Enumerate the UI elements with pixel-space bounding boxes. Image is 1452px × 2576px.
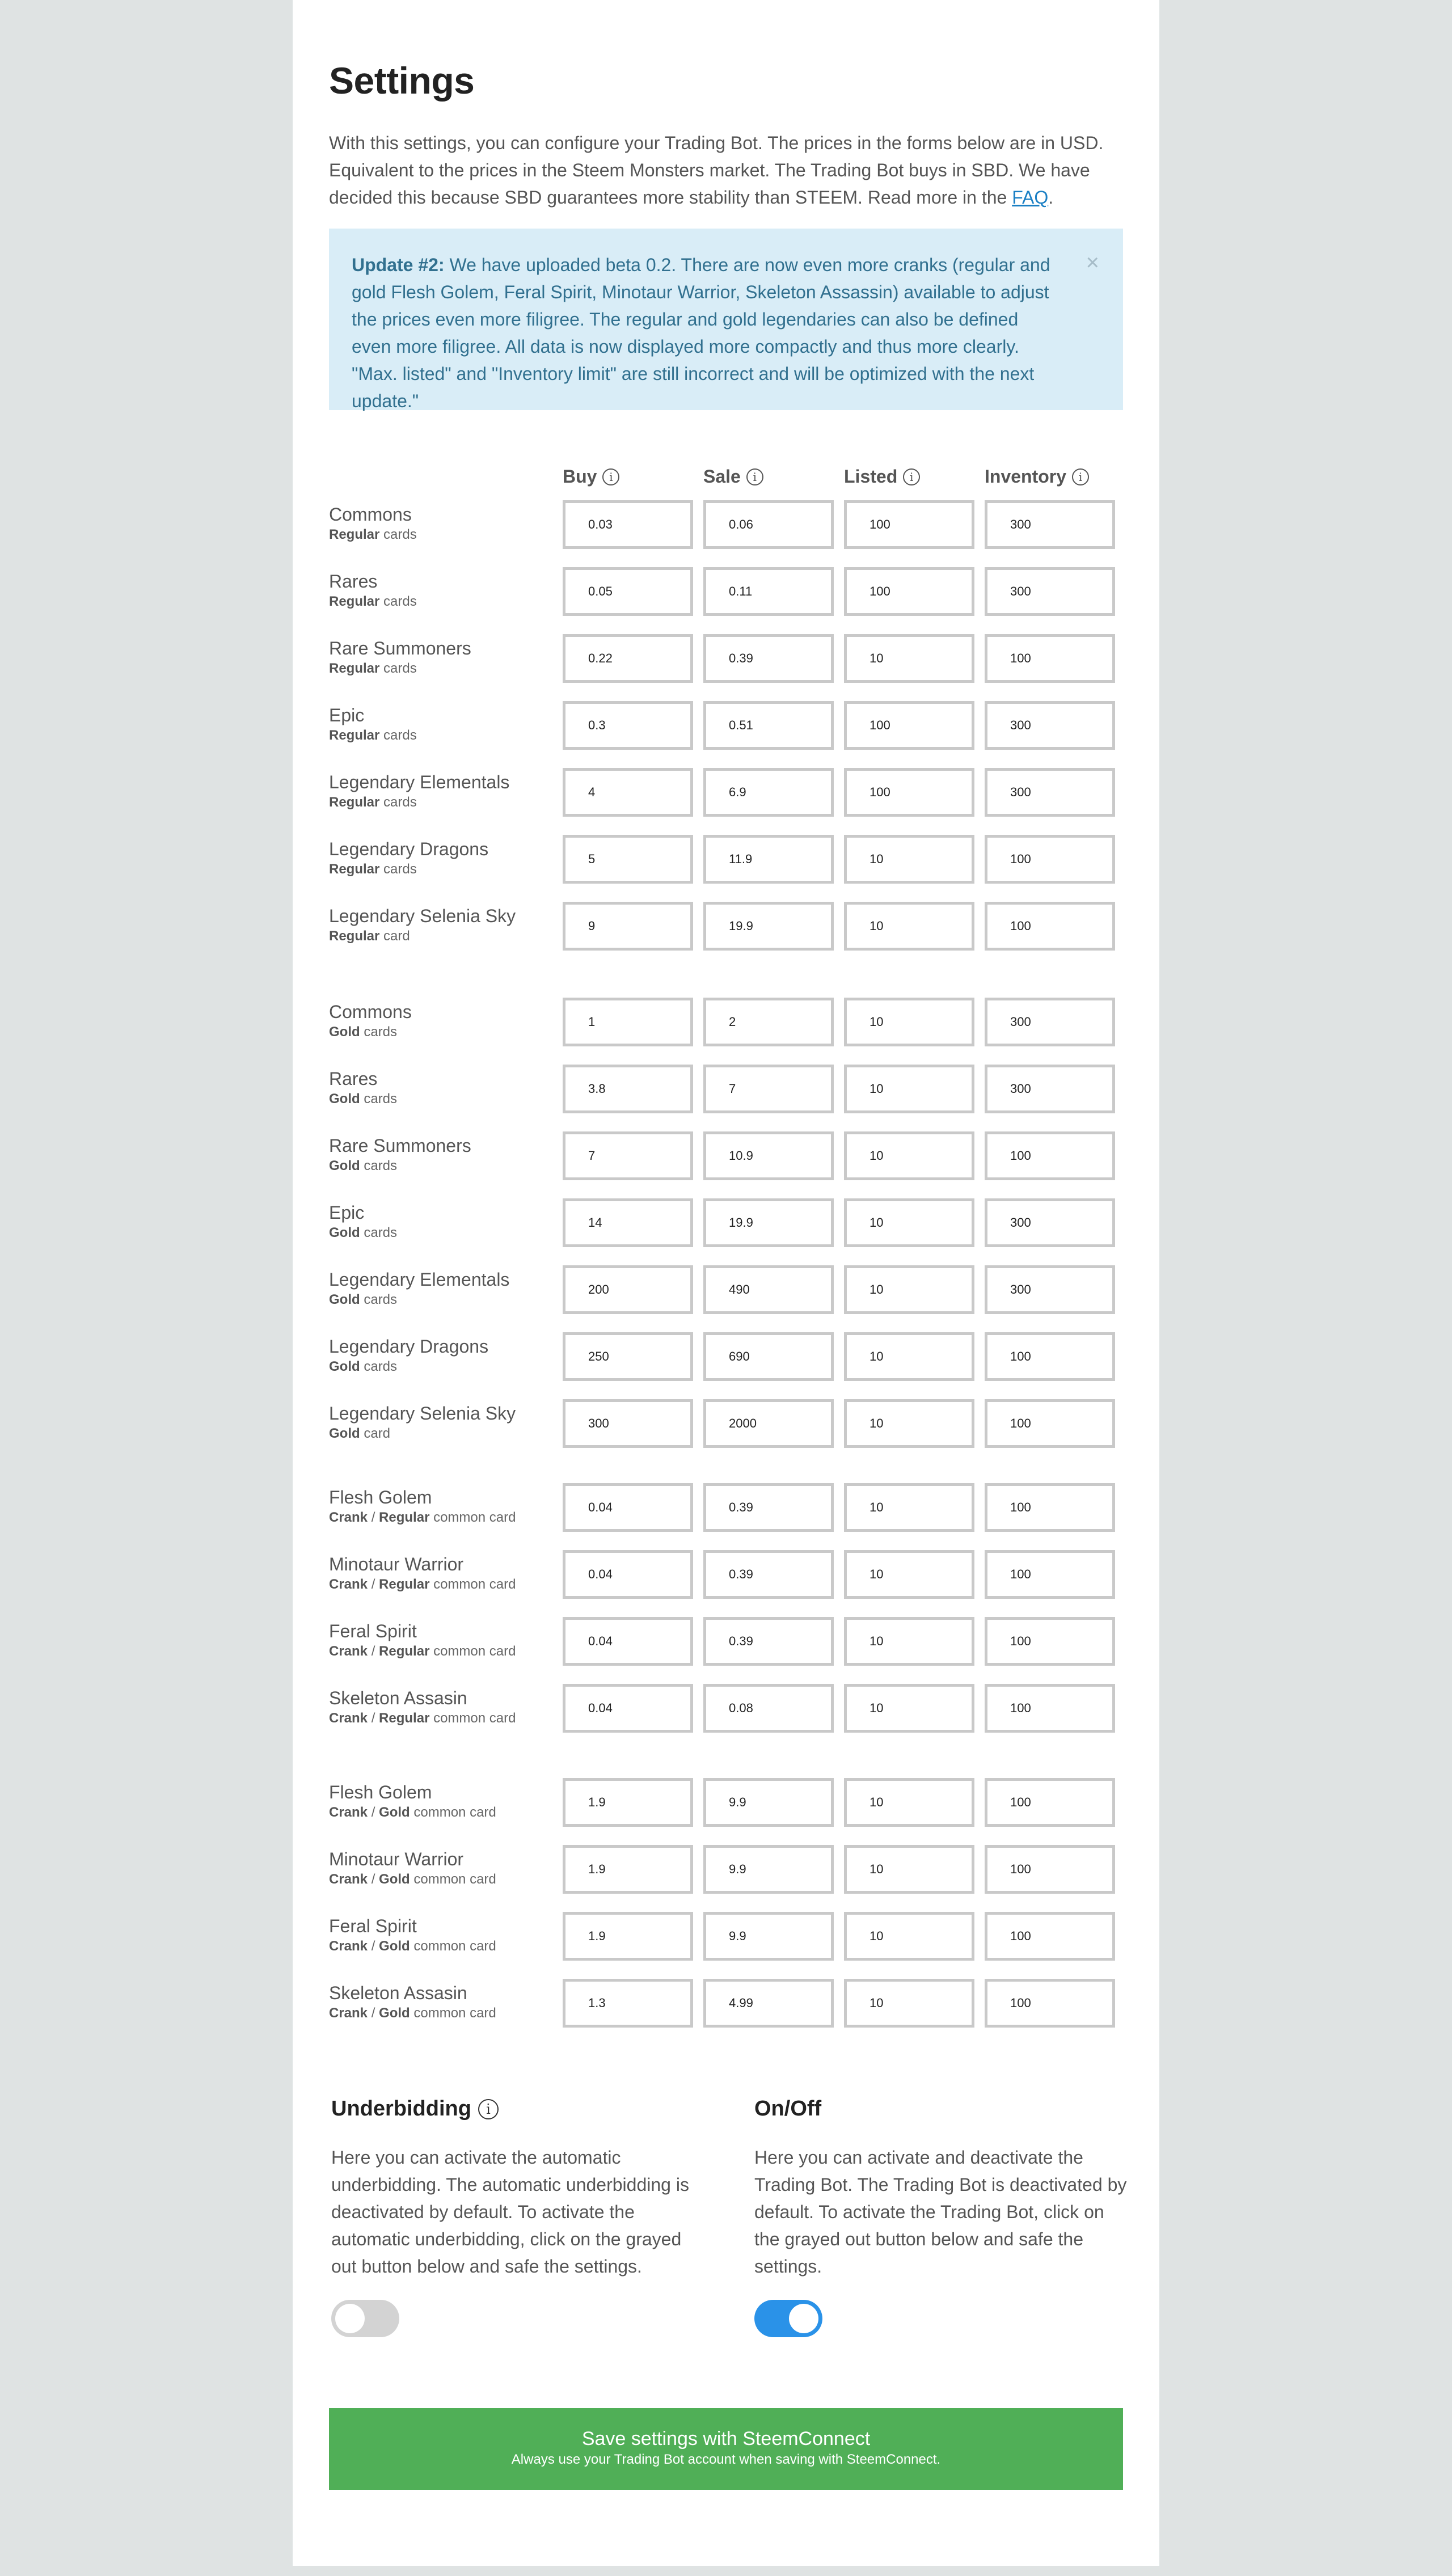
onoff-description: Here you can activate and deactivate the Trading Bot. The Trading Bot is deactivated by default. To activate the Trading Bot, click on the grayed out button below and safe the settings. (754, 2147, 1127, 2277)
row-subtitle-text: common card (410, 1939, 496, 1954)
buy-input[interactable] (563, 1684, 693, 1733)
save-button-sublabel: Always use your Trading Bot account when saving with SteemConnect. (511, 2452, 941, 2467)
buy-input[interactable] (563, 1912, 693, 1961)
row-subtitle-sep: / (368, 1577, 379, 1592)
row-label (329, 771, 509, 812)
row-subtitle (329, 1509, 516, 1527)
row-subtitle-text: common card (429, 1510, 516, 1525)
row-subtitle-text: common card (429, 1711, 516, 1726)
column-header-listed (844, 466, 920, 487)
column-label-buy: Buy (563, 466, 597, 487)
sale-input[interactable] (703, 1198, 834, 1247)
toggle-knob (335, 2304, 365, 2333)
column-label-sale: Sale (703, 466, 741, 487)
row-subtitle-text: common card (410, 2005, 496, 2021)
sale-input[interactable] (703, 1065, 834, 1113)
row-label (329, 503, 417, 544)
row-subtitle-bold: Crank (329, 1510, 368, 1525)
row-name: Commons (329, 1002, 412, 1022)
buy-input[interactable] (563, 835, 693, 884)
row-subtitle-sep: / (368, 1872, 379, 1887)
listed-input[interactable] (844, 1198, 974, 1247)
row-name: Feral Spirit (329, 1916, 417, 1936)
listed-input[interactable] (844, 1617, 974, 1666)
row-subtitle-text: common card (429, 1577, 516, 1592)
row-label (329, 637, 471, 678)
sale-input[interactable] (703, 1550, 834, 1599)
sale-input[interactable] (703, 1332, 834, 1381)
underbidding-title-text: Underbidding (331, 2097, 471, 2121)
listed-input[interactable] (844, 634, 974, 683)
sale-input[interactable] (703, 1483, 834, 1532)
row-subtitle (329, 1224, 397, 1242)
row-name: Legendary Elementals (329, 1269, 510, 1290)
row-subtitle-bold: Crank (329, 1711, 368, 1726)
row-subtitle-bold: Gold (329, 1426, 360, 1441)
row-subtitle-bold: Regular (329, 661, 380, 676)
sale-input[interactable] (703, 500, 834, 549)
row-subtitle-bold: Regular (329, 795, 380, 810)
row-name: Skeleton Assasin (329, 1688, 467, 1708)
inventory-input[interactable] (985, 768, 1115, 817)
listed-input[interactable] (844, 835, 974, 884)
info-icon[interactable]: i (478, 2099, 499, 2119)
sale-input[interactable] (703, 1684, 834, 1733)
buy-input[interactable] (563, 701, 693, 750)
alert-text: We have uploaded beta 0.2. There are now even more cranks (regular and gold Flesh Golem, Feral Spirit, Minotaur Warrior, Skeleton Assassin) available to adjust the prices even more filigree. The regular and gold legendaries can also be defined even more filigree. All data is now displayed more compactly and thus more clearly. "Max. listed" and "Inventory limit" are still incorrect and will be optimized with the next update." (352, 255, 1050, 411)
sale-input[interactable] (703, 1912, 834, 1961)
buy-input[interactable] (563, 1550, 693, 1599)
buy-input[interactable] (563, 1845, 693, 1894)
row-subtitle (329, 526, 417, 544)
row-subtitle-bold: Crank (329, 1872, 368, 1887)
row-name: Epic (329, 705, 365, 725)
row-subtitle-text: cards (379, 527, 417, 542)
buy-input[interactable] (563, 1332, 693, 1381)
row-subtitle-bold: Crank (329, 1805, 368, 1820)
inventory-input[interactable] (985, 998, 1115, 1046)
listed-input[interactable] (844, 902, 974, 951)
row-name: Legendary Dragons (329, 1336, 489, 1357)
row-subtitle-sep: / (368, 2005, 379, 2021)
inventory-input[interactable] (985, 1845, 1115, 1894)
listed-input[interactable] (844, 1550, 974, 1599)
row-subtitle-bold: Regular (329, 862, 380, 877)
row-label (329, 1268, 509, 1309)
sale-input[interactable] (703, 1131, 834, 1180)
row-subtitle-sep: / (368, 1939, 379, 1954)
row-subtitle-bold: Crank (329, 1939, 368, 1954)
row-subtitle (329, 1804, 496, 1822)
row-label (329, 1402, 516, 1443)
sale-input[interactable] (703, 835, 834, 884)
inventory-input[interactable] (985, 500, 1115, 549)
alert-label: Update #2: (352, 255, 445, 275)
buy-input[interactable] (563, 768, 693, 817)
inventory-input[interactable] (985, 1912, 1115, 1961)
sale-input[interactable] (703, 902, 834, 951)
buy-input[interactable] (563, 902, 693, 951)
row-name: Legendary Elementals (329, 772, 510, 792)
row-subtitle (329, 727, 417, 745)
buy-input[interactable] (563, 1399, 693, 1448)
row-subtitle-bold-2: Regular (379, 1510, 430, 1525)
listed-input[interactable] (844, 1065, 974, 1113)
row-label (329, 1620, 516, 1661)
row-subtitle-bold-2: Regular (379, 1711, 430, 1726)
buy-input[interactable] (563, 1483, 693, 1532)
listed-input[interactable] (844, 567, 974, 616)
row-subtitle-bold: Gold (329, 1225, 360, 1240)
row-name: Rare Summoners (329, 638, 471, 658)
listed-input[interactable] (844, 1483, 974, 1532)
sale-input[interactable] (703, 634, 834, 683)
row-label (329, 905, 516, 945)
row-subtitle-sep: / (368, 1510, 379, 1525)
buy-input[interactable] (563, 1265, 693, 1314)
row-subtitle (329, 1937, 496, 1956)
row-subtitle (329, 1358, 488, 1376)
inventory-input[interactable] (985, 701, 1115, 750)
inventory-input[interactable] (985, 1065, 1115, 1113)
listed-input[interactable] (844, 1684, 974, 1733)
row-subtitle-bold: Gold (329, 1292, 360, 1307)
row-subtitle-bold: Crank (329, 1644, 368, 1659)
row-subtitle-text: common card (410, 1872, 496, 1887)
underbidding-title (331, 2097, 499, 2121)
row-subtitle-text: cards (360, 1359, 398, 1374)
row-label (329, 1201, 397, 1242)
row-subtitle-text: card (360, 1426, 391, 1441)
row-subtitle-text: card (379, 928, 410, 944)
row-subtitle (329, 660, 471, 678)
sale-input[interactable] (703, 998, 834, 1046)
row-subtitle (329, 2004, 496, 2022)
row-subtitle-bold: Gold (329, 1158, 360, 1173)
row-subtitle-bold: Gold (329, 1091, 360, 1107)
intro-text (329, 129, 1123, 211)
page-title: Settings (329, 60, 475, 102)
toggle-knob (789, 2304, 818, 2333)
row-subtitle-bold: Regular (329, 928, 380, 944)
row-subtitle-sep: / (368, 1805, 379, 1820)
row-subtitle (329, 1425, 516, 1443)
buy-input[interactable] (563, 1778, 693, 1827)
row-subtitle-sep: / (368, 1711, 379, 1726)
info-icon[interactable]: i (1072, 468, 1089, 485)
row-label (329, 1067, 397, 1108)
row-label (329, 1553, 516, 1594)
row-subtitle-bold: Regular (329, 594, 380, 609)
listed-input[interactable] (844, 500, 974, 549)
row-subtitle-text: cards (360, 1158, 398, 1173)
listed-input[interactable] (844, 768, 974, 817)
column-header-inventory (985, 466, 1089, 487)
buy-input[interactable] (563, 500, 693, 549)
row-subtitle (329, 1642, 516, 1661)
intro-body: With this settings, you can configure your Trading Bot. The prices in the forms below are in USD. Equivalent to the prices in the Steem Monsters market. The Trading Bot buys in SBD. We have decided this because SBD guarantees more stability than STEEM. Read more in the (329, 133, 1104, 208)
buy-input[interactable] (563, 1198, 693, 1247)
row-subtitle-bold: Regular (329, 728, 380, 743)
update-alert (329, 229, 1123, 410)
row-label (329, 1848, 496, 1889)
buy-input[interactable] (563, 1131, 693, 1180)
sale-input[interactable] (703, 1265, 834, 1314)
row-name: Legendary Dragons (329, 839, 489, 859)
onoff-title (754, 2097, 821, 2121)
row-subtitle-bold: Crank (329, 1577, 368, 1592)
row-subtitle-bold-2: Gold (379, 1939, 410, 1954)
row-subtitle-text: common card (429, 1644, 516, 1659)
row-label (329, 704, 417, 745)
intro-end: . (1048, 187, 1054, 208)
row-subtitle (329, 1090, 397, 1108)
row-label (329, 838, 488, 879)
sale-input[interactable] (703, 1778, 834, 1827)
row-subtitle-text: cards (379, 862, 417, 877)
row-name: Flesh Golem (329, 1782, 432, 1802)
buy-input[interactable] (563, 567, 693, 616)
row-subtitle-text: cards (360, 1225, 398, 1240)
listed-input[interactable] (844, 998, 974, 1046)
sale-input[interactable] (703, 567, 834, 616)
column-label-inventory: Inventory (985, 466, 1067, 487)
buy-input[interactable] (563, 1979, 693, 2028)
listed-input[interactable] (844, 1332, 974, 1381)
inventory-input[interactable] (985, 634, 1115, 683)
row-label (329, 1982, 496, 2022)
row-subtitle-bold-2: Gold (379, 2005, 410, 2021)
row-label (329, 1335, 488, 1376)
row-subtitle (329, 1576, 516, 1594)
row-name: Rares (329, 1069, 378, 1089)
row-name: Legendary Selenia Sky (329, 906, 516, 926)
row-subtitle (329, 1709, 516, 1728)
info-icon[interactable]: i (903, 468, 920, 485)
listed-input[interactable] (844, 1845, 974, 1894)
save-button-label: Save settings with SteemConnect (581, 2428, 871, 2450)
sale-input[interactable] (703, 1399, 834, 1448)
buy-input[interactable] (563, 1065, 693, 1113)
buy-input[interactable] (563, 1617, 693, 1666)
underbidding-toggle[interactable] (331, 2300, 399, 2337)
row-label (329, 1687, 516, 1728)
onoff-title-text: On/Off (754, 2097, 822, 2121)
row-name: Skeleton Assasin (329, 1983, 467, 2003)
row-subtitle-bold: Gold (329, 1359, 360, 1374)
row-label (329, 1134, 471, 1175)
row-label (329, 1781, 496, 1822)
inventory-input[interactable] (985, 1550, 1115, 1599)
row-label (329, 1915, 496, 1956)
close-icon[interactable]: × (1086, 250, 1099, 275)
row-subtitle-bold: Crank (329, 2005, 368, 2021)
inventory-input[interactable] (985, 1265, 1115, 1314)
sale-input[interactable] (703, 701, 834, 750)
row-subtitle-text: cards (379, 728, 417, 743)
row-subtitle (329, 1291, 509, 1309)
listed-input[interactable] (844, 1979, 974, 2028)
row-name: Minotaur Warrior (329, 1554, 464, 1574)
inventory-input[interactable] (985, 902, 1115, 951)
inventory-input[interactable] (985, 1778, 1115, 1827)
column-header-sale (703, 466, 763, 487)
row-name: Rares (329, 571, 378, 592)
row-name: Flesh Golem (329, 1487, 432, 1507)
inventory-input[interactable] (985, 1198, 1115, 1247)
row-subtitle (329, 1157, 471, 1175)
inventory-input[interactable] (985, 1399, 1115, 1448)
listed-input[interactable] (844, 1778, 974, 1827)
listed-input[interactable] (844, 1399, 974, 1448)
row-name: Legendary Selenia Sky (329, 1403, 516, 1424)
save-button[interactable] (329, 2408, 1123, 2490)
row-subtitle (329, 1870, 496, 1889)
row-label (329, 1000, 412, 1041)
row-subtitle (329, 927, 516, 945)
row-label (329, 1486, 516, 1527)
inventory-input[interactable] (985, 835, 1115, 884)
row-subtitle-bold: Gold (329, 1024, 360, 1040)
listed-input[interactable] (844, 1131, 974, 1180)
inventory-input[interactable] (985, 1131, 1115, 1180)
info-icon[interactable]: i (746, 468, 763, 485)
row-subtitle (329, 1023, 412, 1041)
row-name: Epic (329, 1202, 365, 1223)
row-name: Minotaur Warrior (329, 1849, 464, 1869)
row-subtitle-text: cards (360, 1292, 398, 1307)
row-name: Rare Summoners (329, 1135, 471, 1156)
row-name: Commons (329, 504, 412, 525)
row-subtitle-bold-2: Regular (379, 1577, 430, 1592)
listed-input[interactable] (844, 701, 974, 750)
onoff-toggle[interactable] (754, 2300, 822, 2337)
row-subtitle-text: cards (360, 1091, 398, 1107)
row-subtitle-bold-2: Regular (379, 1644, 430, 1659)
row-label (329, 570, 417, 611)
row-subtitle-text: common card (410, 1805, 496, 1820)
buy-input[interactable] (563, 998, 693, 1046)
row-subtitle (329, 593, 417, 611)
underbidding-description: Here you can activate the automatic underbidding. The automatic underbidding is deactivated by default. To activate the automatic underbidding, click on the grayed out button below and safe the settings. (331, 2147, 689, 2277)
listed-input[interactable] (844, 1912, 974, 1961)
row-subtitle-bold: Regular (329, 527, 380, 542)
sale-input[interactable] (703, 1845, 834, 1894)
column-header-buy (563, 466, 619, 487)
sale-input[interactable] (703, 1617, 834, 1666)
faq-link[interactable]: FAQ (1012, 187, 1049, 208)
row-subtitle-text: cards (360, 1024, 398, 1040)
sale-input[interactable] (703, 1979, 834, 2028)
listed-input[interactable] (844, 1265, 974, 1314)
inventory-input[interactable] (985, 1617, 1115, 1666)
row-subtitle-bold-2: Gold (379, 1805, 410, 1820)
row-subtitle-text: cards (379, 795, 417, 810)
row-subtitle-sep: / (368, 1644, 379, 1659)
column-label-listed: Listed (844, 466, 898, 487)
sale-input[interactable] (703, 768, 834, 817)
row-subtitle (329, 793, 509, 812)
inventory-input[interactable] (985, 1684, 1115, 1733)
row-subtitle (329, 860, 488, 879)
row-subtitle-bold-2: Gold (379, 1872, 410, 1887)
buy-input[interactable] (563, 634, 693, 683)
info-icon[interactable]: i (602, 468, 619, 485)
inventory-input[interactable] (985, 567, 1115, 616)
inventory-input[interactable] (985, 1483, 1115, 1532)
inventory-input[interactable] (985, 1979, 1115, 2028)
row-subtitle-text: cards (379, 661, 417, 676)
row-name: Feral Spirit (329, 1621, 417, 1641)
row-subtitle-text: cards (379, 594, 417, 609)
settings-page (293, 0, 1159, 2566)
inventory-input[interactable] (985, 1332, 1115, 1381)
